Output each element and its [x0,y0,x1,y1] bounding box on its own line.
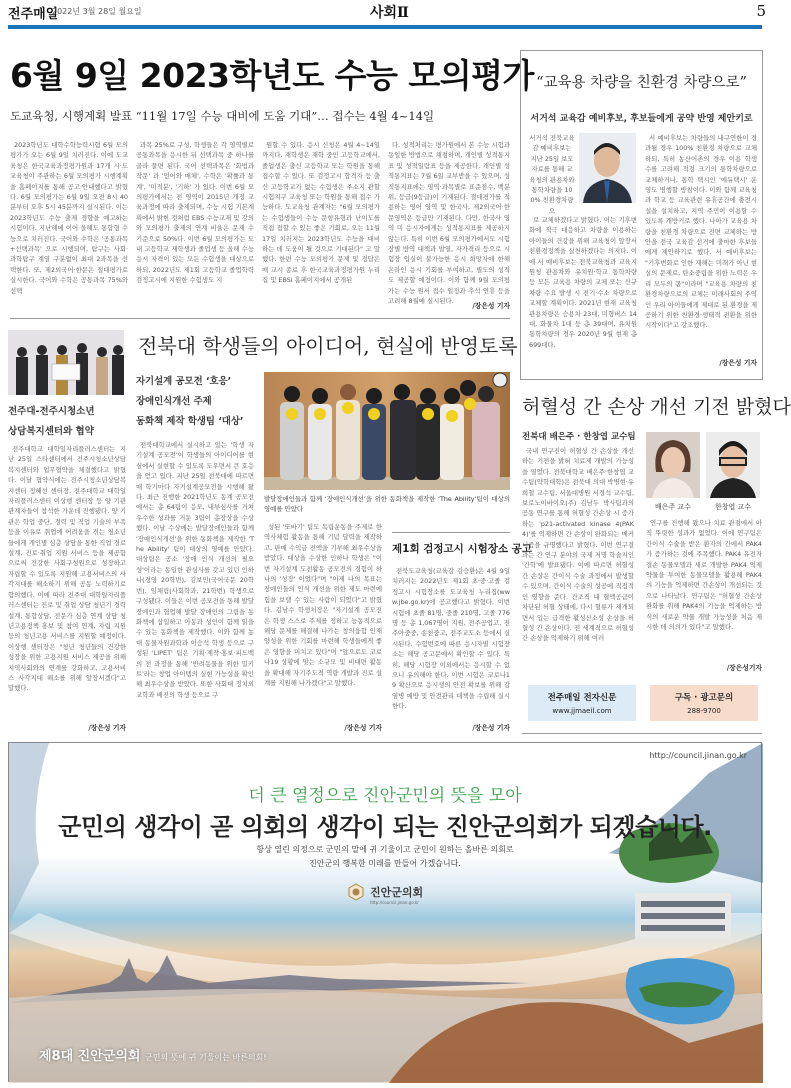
main-article-byline: /장은성 기자 [472,302,510,310]
jeonju-headline-line2: 상담복지센터와 협약 [8,426,94,437]
newspaper-name: 전주매일 [8,7,59,22]
exam-notice-body: 전북도교육청(교육감 김승환)은 4월 9일 치러지는 2022년도 제1회 초·중·고졸 검정고시 시험장소를 도교육청 누리집(www.jbe.go.kr)에 공고했다고 밝혔다. 이번 시험에 초졸 81명, 중졸 210명, 고졸 776명 등 총 1,067명이 지원, 전주공업고, 전주아중중, 송천중고, 전주교도소 등에서 실시된다. 수험번호에 따른 응시자별 시험장소는 해당 공고문에서 확인할 수 있다. 특히, 해당 시험장 이외에서는 응시할 수 없으니 유의해야 한다. 이번 시험은 코로나19 확산으로 응시생의 안전 확보를 위해 감염병 예방 및 안전관리 대책을 수립해 실시한다. [392,567,510,711]
council-logo-url: http://council.jinan.go.kr [369,899,419,905]
award-photo-caption: 발달장애인들과 함께 ‘장애인식개선’을 위한 동화책을 제작한 ‘The Ability’팀이 대상의 영예를 안았다 [264,495,510,514]
main-article-col1: 2023학년도 대학수학능력시험 6월 모의평가가 오는 6월 9일 치러진다. 이에 도교육청은 한국교육과정평가원과 17개 시·도교육청이 주관하는 6월 모의평가 시행계획을 홈페이지를 통해 공고·안내했다고 밝혔다. 6월 모의평가는 6월 9일 오전 8시 40분부터 오후 5시 45분까지 실시된다. 이는 2023학년도 수능 출제 경향을 예고하는 시험이다. 지난해에 이어 올해도 통합형 수능으로 치러진다. 국어와 수학은 '공통과목+선택과목' 으로 시행되며, 탐구는 사회·과학탐구 계열 구분없이 최대 2과목을 선택한다. 또, 제2외국어·한문은 절대평가로 실시한다. 국어와 수학은 공통과목 75%와 선택 [10,141,128,295]
subscription-promo[interactable] [650,685,758,721]
jeonju-headline-line1: 전주대-전주시청소년 [8,406,95,417]
jbnu-deck [136,372,243,432]
award-group-photo-icon [264,372,510,490]
subscription-title: 구독 · 광고문의 [674,693,734,703]
portrait-icon [646,432,700,498]
ad-url[interactable]: http://council.jinan.go.kr [649,751,747,760]
jbnu-article-col1: 전북대학교에서 실시하고 있는 '학생 자기설계 공모전'이 학생들의 아이디어를 현실에서 실현할 수 있도록 도우면서 큰 호응을 얻고 있다. 지난 25일 전북대에 따르면 매 학기마다 자기설계공모전을 시행해 왔다. 최근 진행한 2021학년도 동계 공모전에서는 총 64팀이 응모, 내부심사를 거쳐 우수한 성과를 거둔 3팀이 총장상을 수상했다. 이날 수상에는 발달장애인들과 함께 '장애인식개선'을 위한 동화책을 제작한 'The Ability' 팀이 대상의 영예를 안았다. 대상팀은 공소 '장애 인식 개선의 필요성'이라는 동일한 관심사를 갖고 있던 인하나(경영 20학번), 김보민(국어국문 20학번), 임채림(사회학과, 21학번) 학생으로 구성됐다. 이들은 이번 공모전을 통해 발달 장애인과 협업해 발달 장애인의 그림을 동화책에 삽입하고 아동과 성인이 함께 읽을 수 있는 동화책을 제작했다. 이와 함께 농대 동물자원과학과 이승석 학생 등으로 구성된 'LIPET' 팀은 기획·제작·홍보·피드백의 전 과정을 통해 '반려동물을 위한 밀키트'라는 창업 아이템의 실현 가능성을 확인해 최우수상을 받았다. 또한 사회대 정치외교학과 배진의 학생 등으로 구 [136,441,254,699]
e-newspaper-promo[interactable] [528,685,636,721]
liver-article-col1: 국내 연구진이 허혈성 간 손상을 개선하는 기전을 밝혀 치료제 개발의 가능성을 열었다. 전북대학교 배은주·한창엽 교수팀(약학대학)은 전북대 의대 박병현·유희철 교수팀, 서울대병원 서경석 교수팀, 보로노이바이오(주) 김남두 박사팀과의 공동 연구를 통해 허혈성 간손상 시 증가하는 'p21-activated kinase 4(PAK4)'를 억제하면 간 손상이 완화되는 메커니즘을 규명했다고 밝혔다. 이번 연구결과는 간 연구 분야의 국제 저명 학술지인 '간학'에 발표됐다. 이에 따르면 허혈성 간 손상은 간이식 수술 과정에서 발생할 수 있으며, 간이식 수술의 성공에 직접적인 영향을 준다. 간조직 내 혈액공급이 차단된 허혈 상태에, 다시 혈류가 재개되면서 입는 급격한 활성산소성 손상을 허혈성 간 손상이다. 전 세계적으로 허혈성 간 손상을 억제하기 위해 여러 [522,447,634,643]
page-number: 5 [756,2,766,20]
council-advertisement [8,742,762,1082]
exam-notice-rule [392,532,510,533]
agreement-photo [8,330,124,395]
professor-han-photo [706,432,760,498]
portrait-icon [579,133,636,203]
vehicle-article-col1: 로 교체하겠다고 밝혔다. 이는 기후변화에 적극 대응하고 차량을 이용하는 아이들의 건강을 위해 교육청이 앞장서 친환경정책을 실천하겠다는 의지다. 이에 서 예비후보는 전북교육청과 교육지원청 관용차와 유치원·학교 통학차량 등 모든 교육용 차량의 교체 또는 신규 차량 수요 발생 시 전기·수소 차량으로 교체할 계획이다. 2021년 현재 교육청 관용차량은 승용차 23대, 미형버스 14대, 화물차 1대 등 총 39대며, 유치원 통학차량의 경우 2020년 9월 현재 총 699대다. [529,216,637,349]
candidate-portrait [579,133,636,203]
vehicle-article-title: “교육용 차량을 친환경 차량으로” [536,75,747,91]
jbnu-article-col2: 성된 '또바기' 팀도 독립운동을 주제로 한 역사체험 활동을 통해 기념 달력을 제작하고, 판매 수익금 전액을 기부해 최우수상을 받았다. 대상을 수상한 인하나 학생은 "이번 자기설계 도전활동 공모전의 경험이 하나의 '성장' 이었다"며 "이제 나의 목표는 장애인들의 인식 개선을 위한 제도 마련에 힘을 보탤 수 있는 사람이 되었다"고 밝혔다. 김남수 학생처장은 "자기설계 공모전은 학생 스스로 주제를 정하고 능동적으로 해당 문제를 해결해 나가는 창의융합 인재 양성을 위한 기회를 마련해 학생들에게 좋은 영향을 미치고 있다"며 "앞으로도 코로나19 상황에 맞는 소규모 및 비대면 활동을 확대해 자기주도적 역량 개발과 진로 설계를 지원해 나가겠다"고 말했다. [264,523,382,688]
jbnu-deck-line: 동화책 제작 학생팀 ‘대상’ [136,416,244,427]
jbnu-headline: 전북대 학생들의 아이디어, 현실에 반영토록 [138,334,518,358]
ad-message [9,843,761,871]
professor-han-caption: 한창엽 교수 [714,503,752,511]
exam-notice-byline: /장은성 기자 [472,724,510,732]
liver-subtitle: 전북대 배은주 · 한창엽 교수팀 [522,432,636,442]
liver-headline: 허혈성 간 손상 개선 기전 밝혔다 [522,396,791,418]
vehicle-article-box [520,50,763,380]
liver-article-col2: 연구를 진행해 왔으나 치료 관점에서 아직 뚜렷한 성과가 없었다. 이에 연구팀은 간이식 수술을 받은 환자의 간에서 PAK4가 증가하는 것에 주목했다. PAK4 유전자 결손 동물모델과 새로 개발한 PAK4 억제 약물을 투여한 동물모델을 활용해 PAK4의 기능을 억제하면 간손상이 개선되는 것으로 나타났다. 연구팀은 "허혈성 간손상 완화를 위해 PAK4의 기능을 억제하는 방식의 새로운 약물 개발 가능성을 처음 제시한 데 의의가 있다"고 말했다. [646,519,762,632]
ad-footer-slogan: 군민의 뜻에 귀 기울이는 바른의회! [145,1053,267,1062]
subscription-phone: 288-9700 [687,707,721,715]
ad-message-line: 항상 열린 의정으로 군민의 말에 귀 기울이고 군민이 원하는 올바른 의회로 [256,845,514,854]
professor-bae-photo [646,432,700,498]
section-divider [10,318,510,319]
jbnu-deck-line: 자기설계 공모전 ‘호응’ [136,376,232,387]
main-headline: 6월 9일 2023학년도 수능 모의평가 [10,56,534,95]
vehicle-article-lead: 서거석 전북교육감 예비후보는 지난 25일 보도자료를 통해 교육청의 관용차와 통학차량을 100% 친환경차량으 [529,134,575,215]
e-newspaper-title: 전주매일 전자신문 [547,693,617,703]
exam-notice-title: 제1회 검정고시 시험장소 공고 [392,543,532,555]
jeonju-headline [8,402,95,442]
ad-tagline: 더 큰 열정으로 진안군민의 뜻을 모아 [248,786,522,806]
main-article-col2: 과목 25%로 구성, 학생들은 각 영역별로 공통과목을 응시한 뒤 선택과목 중 하나를 골라 풀면 된다. 국어 선택과목은 '화법과 작문' 과 '언어와 매체', 수학은 '확률과 통계', '미적분', '기하' 가 있다. 이번 6월 모의평가에서는 전 영역이 2015년 개정 교육과정에 따라 출제되며, 수능 시험 기본계획에서 밝힌 것처럼 EBS 수능교재 및 강의와 모의평가 출제의 연계 비율은 문제 수 기준으로 50%다. 이번 6월 모의평가는 도내 고등학교 재학생과 졸업생 등 올해 수능 응시 자격이 있는 모든 수험생을 대상으로 하되, 2022년도 제1회 고등학교 졸업학력 검정고시에 지원한 수험생도 지 [136,141,254,285]
masthead [8,2,766,24]
ad-footer [39,1045,267,1064]
council-logo-name: 진안군의회 [369,885,424,899]
liver-article-byline: /장은성기자 [726,664,762,672]
portrait-icon [706,432,760,498]
group-photo-icon [8,330,124,395]
section-title: 사회Ⅱ [370,5,409,21]
masthead-rule [8,25,762,29]
ad-headline: 군민의 생각이 곧 의회의 생각이 되는 진안군의회가 되겠습니다. [58,813,712,841]
main-article-col4: 다. 성적처리는 평가원에서 본 수능 시험과 동일한 방법으로 채점하며, 개인별 성적통지표 및 성적일람표 등을 제공한다. 개인별 성적통지표는 7월 6일 교부받을 수 있으며, 성적통지표에는 영역·과목별로 표준점수, 백분위, 등급(9등급)이 기재된다. 절대평가를 적용하는 영어 영역 및 한국사, 제2외국어·한문영역은 등급만 기재된다. 다만, 한국사 영역 미 응시자에게는 성적통지표를 제공하지 않는다. 특히 이번 6월 모의평가에서도 시험장별 방역 대책과 발열, 자가격리 등으로 시험장 입실이 불가능한 응시 희망자에 한해 온라인 응시 기회를 부여하고, 별도의 성적도 제공할 예정이다. 이와 함께 9월 모의평가는 수능 원서 접수 일정과 추석 연휴 등을 고려해 8월에 실시된다. [388,141,510,306]
professor-bae-caption: 배은주 교수 [654,503,692,511]
main-subheadline: 도교육청, 시행계획 발표 “11월 17일 수능 대비에 도움 기대”… 접수는 4월 4~14일 [10,109,435,123]
issue-date: 2022년 3월 28일 월요일 [52,7,142,16]
council-emblem-icon [347,883,365,905]
jbnu-deck-line: 장애인식개선 주제 [136,396,212,407]
jbnu-article-byline: /장은성 기자 [344,724,382,732]
vehicle-article-subtitle: 서거석 교육감 예비후보, 후보들에게 공약 반영 제안키로 [530,114,753,124]
column-rule [522,733,762,734]
main-article-col3: 원할 수 있다. 응시 신청은 4월 4~14일까지다. 재학생은 재학 중인 고등학교에서, 졸업생은 출신 고등학교 또는 학원을 통해 접수할 수 있다. 또 검정고시 합격자 등 출신 고등학교가 없는 수험생은 주소지 관할 시험지구 교육청 또는 학원을 통해 접수 가능하다. 도교육청 관계자는 "6월 모의평가는 수험생들이 수능 문항유형과 난이도를 직접 접할 수 있는 좋은 기회로, 오는 11월 17일 치러지는 2023학년도 수능을 대비하는 데 도움이 될 것으로 기대된다" 고 말했다. 한편 수능 모의평가 문제 및 정답은 매 교시 종료 후 한국교육과정평가원 누리집 및 EBSi 홈페이지에서 공개된 [262,141,380,285]
e-newspaper-url[interactable]: www.jjmaeil.com [552,707,612,715]
ad-message-line: 진안군의 행복한 미래를 만들어 가겠습니다. [309,859,461,868]
vehicle-article-byline: /장은성 기자 [719,359,757,367]
jeonju-article-body: 전주대학교 대학일자리플러스센터는 지난 25일 스타센터에서 전주시청소년상담복지센터와 업무협약을 체결했다고 밝혔다. 이날 협약식에는 전주시청소년상담복지센터 정혜선 센터장, 전주대학교 대학일자리플러스센터 이상행 센터장 등 양 기관 관계자들이 참석한 가운데 진행됐다. 양 기관은 학업 중단, 경력 및 직업 기술의 부족 등을 이유로 취업에 어려움을 겪는 청소년들에게 개인별 심층 상담을 통한 직업 경로 설계, 진로·취업 지원 서비스 등을 제공함으로써 건강한 사회구성원으로 성장하고 자립할 수 있도록 지원해 고용서비스의 사각지대를 해소하기 위해 공동 노력하기로 합의했다. 이에 따라 전주대 대학일자리플러스센터는 진로 및 취업 상담 청년기 경력설계, 통합상담, 전문가 심층 연계 상담 청년고용정책 홍보 및 참여 연계, 자립 지원 등의 청년고용 서비스를 지원할 예정이다. 이상행 센터장은 "청년 청년들의 건강한 성장을 위한 고용지원 서비스 제공을 위해 지역사회와의 연계를 강화하고, 고용서비스 사각지대 해소를 위해 앞장서겠다"고 말했다. [8,445,126,693]
award-photo [264,372,510,490]
ad-footer-title: 제8대 진안군의회 [39,1049,141,1064]
council-logo [9,883,761,905]
vehicle-article-col2: 서 예비후보는 차량들의 내구연한이 경과될 경우 100% 친환경 차량으로 교체하되, 특히 농산어촌의 경우 이용 학생 수를 고려해 적정 크기의 통학차량으로 교체하거나, 통학 택시인 '에듀택시' 운영도 병행할 방침이다. 이와 함께 교육청과 학교 등 교육관련 유휴공간에 충전시설을 설치하고, 지역 주민이 이용할 수 있도록 개방키로 했다. 나아가 교육용 차량을 친환경 차량으로 전면 교체하는 방안을 전국 교육감 선거에 출마한 후보들에게 제안하기로 했다. 서 예비후보는 "기후변화로 인한 재해는 미래가 아닌 현실의 문제로, 탄소중립을 위한 노력은 우리 모두의 몫"이라며 "교육용 차량의 친환경차량으로의 교체는 미래사회의 주역인 우리 아이들에게 제대로 된 환경을 제공하기 위한 친환경·생태적 전환을 위한 시작이다"고 강조했다. [645,134,757,330]
jeonju-article-byline: /장은성 기자 [88,724,126,732]
